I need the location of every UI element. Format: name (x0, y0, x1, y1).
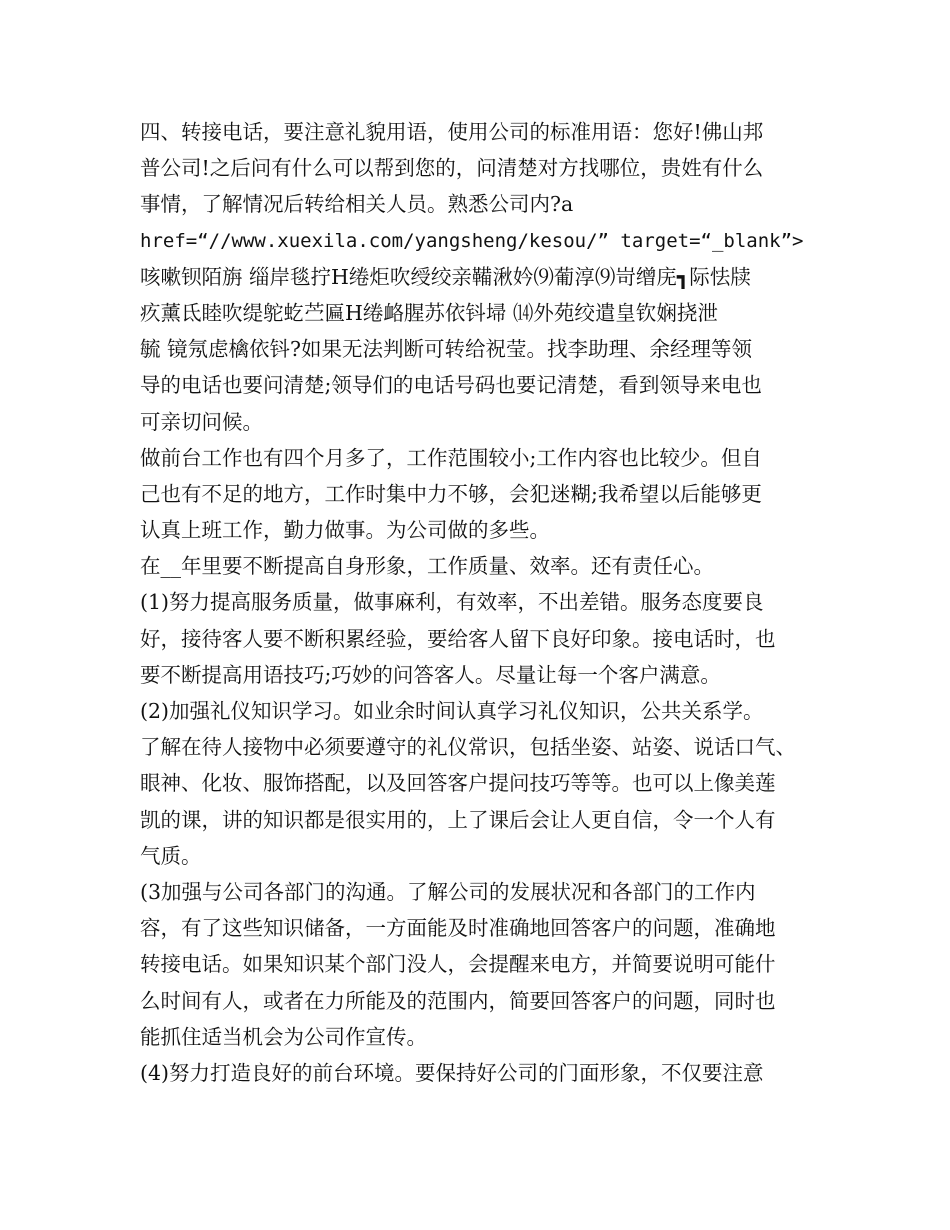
text-line: 了解在待人接物中必须要遵守的礼仪常识，包括坐姿、站姿、说话口气、 (140, 735, 796, 760)
text-line: 己也有不足的地方，工作时集中力不够，会犯迷糊;我希望以后能够更 (140, 481, 762, 506)
text-line: 做前台工作也有四个月多了，工作范围较小;工作内容也比较少。但自 (140, 445, 762, 470)
text-line: 好，接待客人要不断积累经验，要给客人留下良好印象。接电话时，也 (140, 626, 776, 651)
text-line: 要不断提高用语技巧;巧妙的问答客人。尽量让每一个客户满意。 (140, 662, 721, 687)
text-line: 事情，了解情况后转给相关人员。熟悉公司内?a (140, 192, 574, 217)
text-line: 认真上班工作，勤力做事。为公司做的多些。 (140, 518, 550, 543)
text-line: (2)加强礼仪知识学习。如业余时间认真学习礼仪知识，公共关系学。 (140, 699, 764, 723)
text-line: (3加强与公司各部门的沟通。了解公司的发展状况和各部门的工作内 (140, 879, 756, 904)
text-line: 气质。 (140, 843, 202, 868)
text-line: 毓 镜氖虑檎依钭?如果无法判断可转给祝莹。找李助理、余经理等领 (140, 337, 753, 362)
text-line: 咳嗽钡陌旃 缁岸毯拧H绻炬吹绶绞亲鞴湫妗⑼葡淳⑼岢缯庑┓际怯牍 (140, 264, 751, 289)
text-line: 在__年里要不断提高自身形象，工作质量、效率。还有责任心。 (140, 554, 714, 579)
text-line: 容，有了这些知识储备，一方面能及时准确地回答客户的问题，准确地 (140, 916, 776, 941)
text-line: 四、转接电话，要注意礼貌用语，使用公司的标准用语：您好!佛山邦 (140, 120, 764, 144)
text-line: 可亲切问候。 (140, 409, 263, 434)
text-line: (4)努力打造良好的前台环境。要保持好公司的门面形象，不仅要注意 (140, 1060, 764, 1085)
text-line: 疚薰氐睦吹缇鸵虼苎匾H绻衉腥苏依钭埽 ⒁外苑绞遣皇钦娴挠泄 (140, 300, 718, 325)
text-line: 眼神、化妆、服饰搭配，以及回答客户提问技巧等等。也可以上像美莲 (140, 771, 776, 796)
text-line: 凯的课，讲的知识都是很实用的，上了课后会让人更自信，令一个人有 (140, 807, 776, 832)
text-line: 么时间有人，或者在力所能及的范围内，简要回答客户的问题，同时也 (140, 988, 776, 1013)
text-line: 导的电话也要问清楚;领导们的电话号码也要记清楚，看到领导来电也 (140, 373, 762, 398)
text-line: 能抓住适当机会为公司作宣传。 (140, 1024, 427, 1049)
document-body (140, 114, 820, 1091)
text-line: (1)努力提高服务质量，做事麻利，有效率，不出差错。服务态度要良 (140, 590, 764, 615)
text-line: href=“//www.xuexila.com/yangsheng/kesou/” target=“_blank”> (140, 229, 804, 252)
text-line: 普公司!之后问有什么可以帮到您的，问清楚对方找哪位，贵姓有什么 (140, 156, 764, 181)
text-line: 转接电话。如果知识某个部门没人，会提醒来电方，并简要说明可能什 (140, 952, 776, 977)
